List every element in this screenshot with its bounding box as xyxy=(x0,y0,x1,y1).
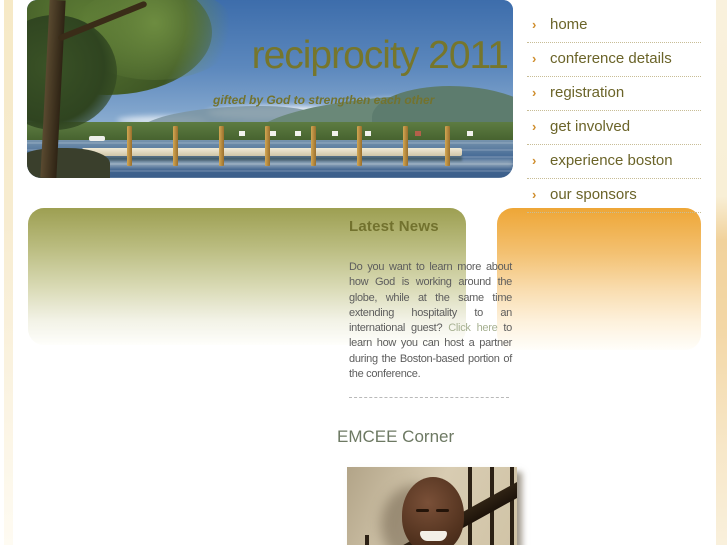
left-edge-stripe xyxy=(4,0,13,545)
nav-item-label: conference details xyxy=(550,50,672,67)
lakeside-house xyxy=(270,131,276,136)
nav-item-our-sponsors[interactable] xyxy=(527,179,701,213)
lakeside-house xyxy=(239,131,245,136)
latest-news-section xyxy=(349,218,512,398)
latest-news-heading: Latest News xyxy=(349,218,439,235)
dock-post xyxy=(219,126,224,166)
dock-post xyxy=(127,126,132,166)
smile xyxy=(420,531,447,541)
dock-post xyxy=(173,126,178,166)
lakeside-house xyxy=(415,131,421,136)
lakeside-house xyxy=(365,131,371,136)
site-tagline: gifted by God to strengthen each other xyxy=(213,93,435,107)
nav-arrow-icon: › xyxy=(532,119,537,134)
click-here-link[interactable]: Click here xyxy=(448,322,498,335)
stair-baluster xyxy=(510,467,514,545)
lakeside-house xyxy=(467,131,473,136)
dashed-divider xyxy=(349,397,509,398)
site-title: reciprocity 2011 xyxy=(251,34,508,77)
eyebrow xyxy=(436,509,449,512)
sidebar-panel xyxy=(497,208,701,350)
header-banner-image xyxy=(27,0,513,178)
dock-post xyxy=(445,126,450,166)
nav-item-label: experience boston xyxy=(550,152,673,169)
eyebrow xyxy=(416,509,429,512)
dock-post xyxy=(403,126,408,166)
person-face xyxy=(402,477,464,545)
nav-item-label: our sponsors xyxy=(550,186,637,203)
news-text: to learn how you can host a partner during the Boston-based portion of the conference. xyxy=(349,322,512,381)
dock-post xyxy=(311,126,316,166)
dock-post xyxy=(357,126,362,166)
dock-post xyxy=(265,126,270,166)
nav-item-registration[interactable] xyxy=(527,77,701,111)
nav-arrow-icon: › xyxy=(532,85,537,100)
nav-item-label: registration xyxy=(550,84,625,101)
latest-news-body xyxy=(349,260,512,382)
nav-item-label: get involved xyxy=(550,118,631,135)
news-text: Do you want to learn more about how God is working around the globe, while at the same time extending hospitality to an international guest? xyxy=(349,261,512,335)
right-edge-stripe xyxy=(716,0,727,545)
lakeside-house xyxy=(295,131,301,136)
shore-rocks xyxy=(27,148,110,178)
nav-item-conference-details[interactable] xyxy=(527,43,701,77)
nav-item-home[interactable] xyxy=(527,9,701,43)
nav-item-get-involved[interactable] xyxy=(527,111,701,145)
nav-arrow-icon: › xyxy=(532,153,537,168)
nav-arrow-icon: › xyxy=(532,187,537,202)
lakeside-house xyxy=(332,131,338,136)
main-nav xyxy=(527,9,701,213)
nav-item-experience-boston[interactable] xyxy=(527,145,701,179)
nav-arrow-icon: › xyxy=(532,51,537,66)
nav-arrow-icon: › xyxy=(532,17,537,32)
emcee-corner-heading: EMCEE Corner xyxy=(337,427,455,446)
stair-baluster xyxy=(365,535,369,545)
emcee-portrait-photo xyxy=(347,467,517,545)
nav-item-label: home xyxy=(550,16,588,33)
boat-shape xyxy=(89,136,105,141)
